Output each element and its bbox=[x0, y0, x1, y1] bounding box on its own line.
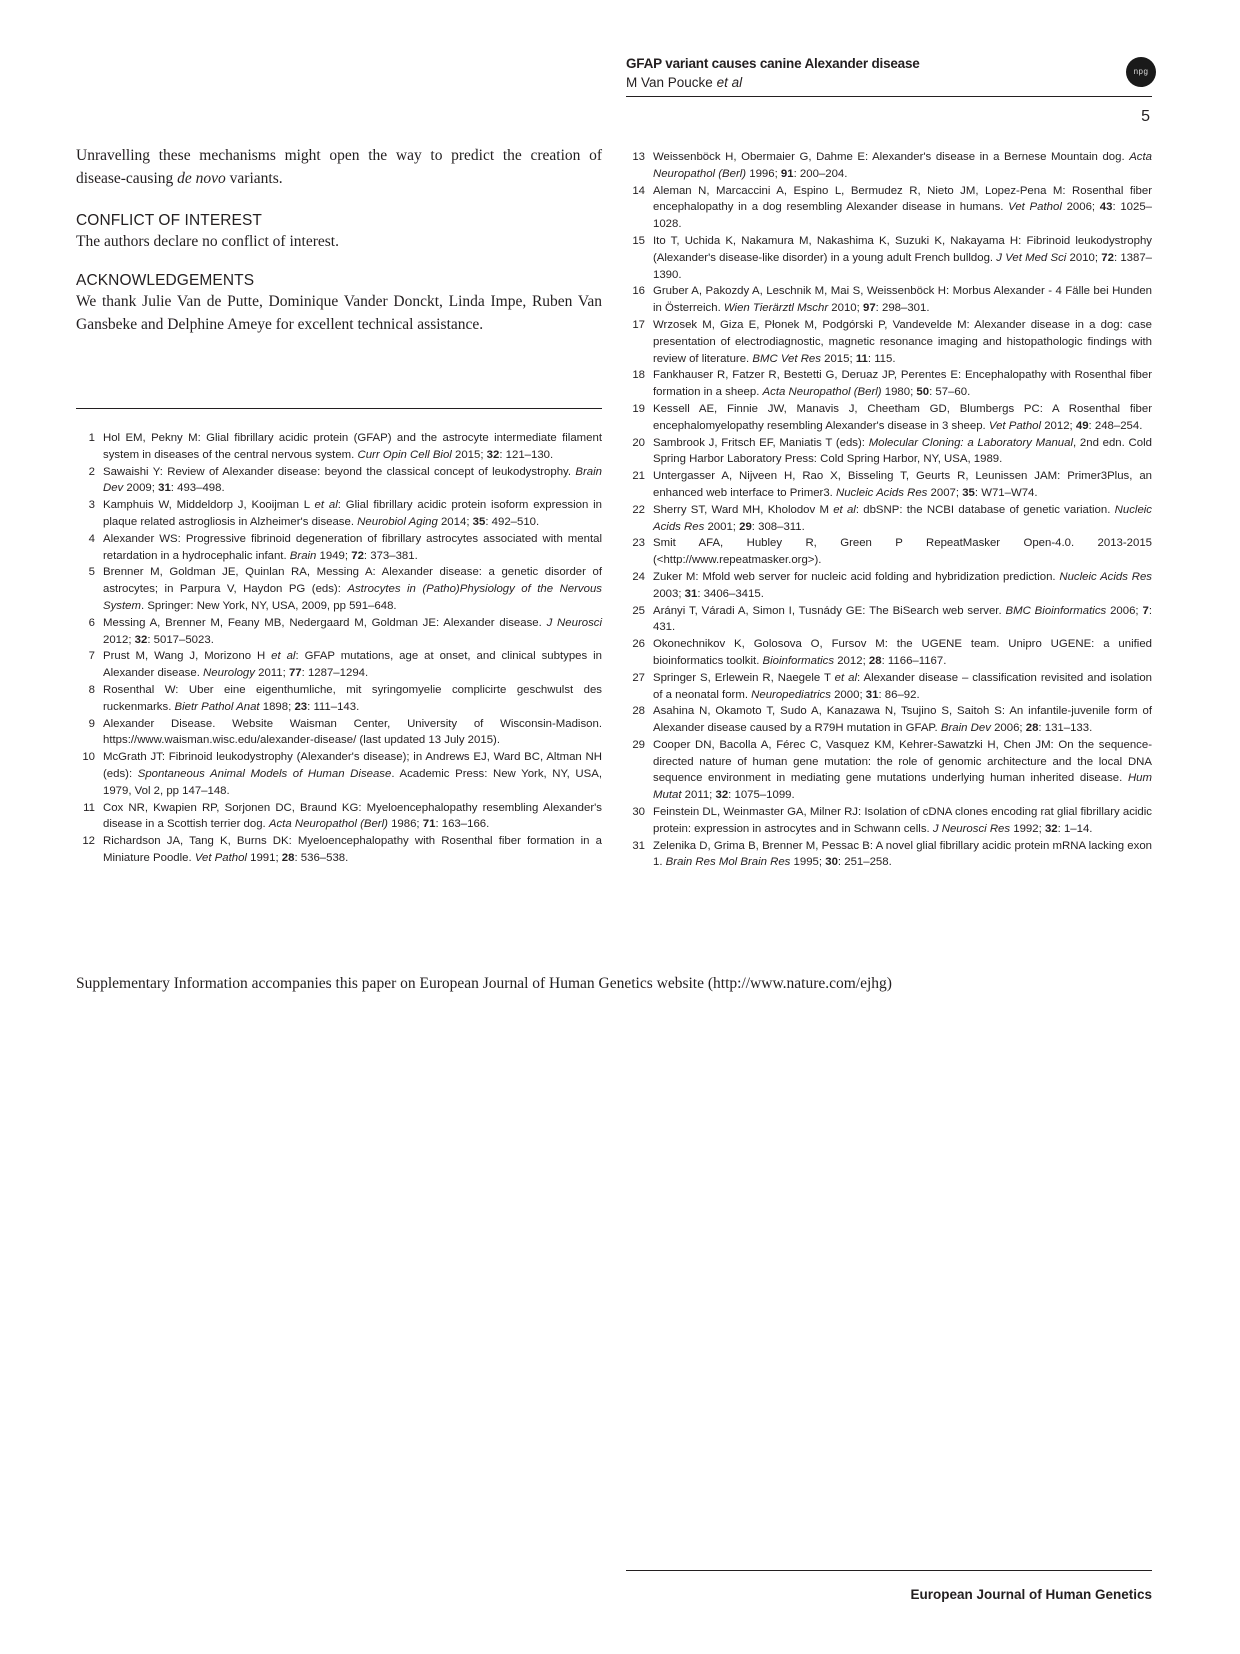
reference-item bbox=[76, 564, 602, 614]
reference-number: 22 bbox=[632, 503, 645, 516]
reference-number: 5 bbox=[88, 566, 95, 579]
reference-text: Sawaishi Y: Review of Alexander disease: beyond the classical concept of leukodystrophy. Brain Dev 2009; 31: 493–498. bbox=[103, 465, 602, 495]
reference-text: Kamphuis W, Middeldorp J, Kooijman L et al: Glial fibrillary acidic protein isoform expression in plaque related astrogliosis in Alzheimer's disease. Neurobiol Aging 2014; 35: 492–510. bbox=[103, 499, 602, 528]
reference-number: 25 bbox=[632, 604, 645, 617]
reference-text: Alexander WS: Progressive fibrinoid degeneration of fibrillary astrocytes associated with mental retardation in a hydrocephalic infant. Brain 1949; 72: 373–381. bbox=[103, 532, 602, 562]
reference-item bbox=[76, 497, 602, 531]
footer-divider bbox=[626, 1570, 1152, 1571]
reference-number: 27 bbox=[632, 671, 645, 684]
reference-item bbox=[626, 703, 1152, 737]
reference-item bbox=[626, 183, 1152, 233]
reference-text: Wrzosek M, Giza E, Płonek M, Podgórski P, Vandevelde M: Alexander disease in a dog: case presentation of electrodiagnostic, magnetic resonance imaging and histopathologic findings with review of literature. BMC Vet Res 2015; 11: 115. bbox=[653, 318, 1152, 365]
reference-text: Richardson JA, Tang K, Burns DK: Myeloencephalopathy with Rosenthal fiber formation in a Miniature Poodle. Vet Pathol 1991; 28: 536–538. bbox=[103, 835, 602, 864]
supplementary-info: Supplementary Information accompanies this paper on European Journal of Human Genetics website (http://www.nature.com/ejhg) bbox=[76, 975, 892, 992]
reference-item bbox=[626, 468, 1152, 502]
reference-text: Aleman N, Marcaccini A, Espino L, Bermudez R, Nieto JM, Lopez-Pena M: Rosenthal fiber encephalopathy in a dog resembling Alexander disease in humans. Vet Pathol 2006; 43: 1025–1028. bbox=[653, 184, 1152, 231]
reference-number: 9 bbox=[88, 717, 95, 730]
acknowledgements-heading: ACKNOWLEDGEMENTS bbox=[76, 272, 255, 289]
reference-number: 2 bbox=[88, 465, 95, 478]
reference-item bbox=[626, 838, 1152, 872]
reference-number: 30 bbox=[632, 806, 645, 819]
references-divider bbox=[76, 408, 602, 409]
conflict-text: The authors declare no conflict of interest. bbox=[76, 233, 339, 250]
running-header bbox=[626, 54, 1152, 97]
reference-number: 15 bbox=[632, 234, 645, 247]
reference-text: Zuker M: Mfold web server for nucleic acid folding and hybridization prediction. Nucleic Acids Res 2003; 31: 3406–3415. bbox=[653, 570, 1152, 600]
reference-text: Zelenika D, Grima B, Brenner M, Pessac B: A novel glial fibrillary acidic protein mRNA lacking exon 1. Brain Res Mol Brain Res 1995; 30: 251–258. bbox=[653, 839, 1152, 869]
reference-number: 17 bbox=[632, 318, 645, 331]
page-number: 5 bbox=[1141, 108, 1150, 125]
reference-number: 28 bbox=[632, 705, 645, 718]
reference-text: Rosenthal W: Uber eine eigenthumliche, mit syringomyelie complicirte geschwulst des ruckenmarks. Bietr Pathol Anat 1898; 23: 111–143. bbox=[103, 683, 602, 713]
reference-item bbox=[626, 149, 1152, 183]
reference-text: Gruber A, Pakozdy A, Leschnik M, Mai S, Weissenböck H: Morbus Alexander - 4 Fälle bei Hunden in Österreich. Wien Tierärztl Mschr 2010; 97: 298–301. bbox=[653, 285, 1152, 315]
reference-item bbox=[626, 502, 1152, 536]
reference-number: 20 bbox=[632, 436, 645, 449]
reference-text: Sambrook J, Fritsch EF, Maniatis T (eds): Molecular Cloning: a Laboratory Manual, 2nd edn. Cold Spring Harbor Laboratory Press: Cold Spring Harbor, NY, USA, 1989. bbox=[653, 436, 1152, 466]
reference-item bbox=[626, 737, 1152, 804]
reference-text: Messing A, Brenner M, Feany MB, Nedergaard M, Goldman JE: Alexander disease. J Neurosci 2012; 32: 5017–5023. bbox=[103, 616, 602, 646]
reference-item bbox=[626, 435, 1152, 469]
reference-item bbox=[626, 569, 1152, 603]
reference-number: 8 bbox=[88, 683, 95, 696]
reference-item bbox=[626, 367, 1152, 401]
reference-item bbox=[626, 317, 1152, 367]
reference-item bbox=[76, 682, 602, 716]
reference-text: Feinstein DL, Weinmaster GA, Milner RJ: Isolation of cDNA clones encoding rat glial fibrillary acidic protein: expression in astrocytes and in Schwann cells. J Neurosci Res 1992; 32: 1–14. bbox=[653, 806, 1152, 835]
reference-number: 29 bbox=[632, 738, 645, 751]
reference-text: Ito T, Uchida K, Nakamura M, Nakashima K, Suzuki K, Nakayama H: Fibrinoid leukodystrophy (Alexander's disease-like disorder) in a young adult French bulldog. J Vet Med Sci 2010; 72: 1387–1390. bbox=[653, 234, 1152, 281]
reference-number: 24 bbox=[632, 570, 645, 583]
reference-item bbox=[76, 430, 602, 464]
reference-item bbox=[626, 233, 1152, 283]
reference-text: Hol EM, Pekny M: Glial fibrillary acidic protein (GFAP) and the astrocyte intermediate filament system in diseases of the central nervous system. Curr Opin Cell Biol 2015; 32: 121–130. bbox=[103, 432, 602, 461]
reference-item bbox=[76, 716, 602, 750]
reference-item bbox=[626, 804, 1152, 838]
reference-text: Okonechnikov K, Golosova O, Fursov M: the UGENE team. Unipro UGENE: a unified bioinformatics toolkit. Bioinformatics 2012; 28: 1166–1167. bbox=[653, 638, 1152, 667]
acknowledgements-text: We thank Julie Van de Putte, Dominique Vander Donckt, Linda Impe, Ruben Van Gansbeke and Delphine Ameye for excellent technical assistance. bbox=[76, 293, 602, 333]
references-left-column bbox=[76, 430, 602, 867]
reference-number: 11 bbox=[83, 801, 95, 814]
reference-text: Kessell AE, Finnie JW, Manavis J, Cheetham GD, Blumbergs PC: A Rosenthal fiber encephalomyelopathy resembling Alexander's disease in 3 sheep. Vet Pathol 2012; 49: 248–254. bbox=[653, 402, 1152, 432]
reference-item bbox=[626, 636, 1152, 670]
reference-number: 1 bbox=[88, 432, 95, 444]
reference-item bbox=[76, 615, 602, 649]
reference-item bbox=[626, 670, 1152, 704]
running-authors-etal: et al bbox=[716, 75, 743, 90]
running-authors bbox=[626, 75, 742, 90]
reference-text: Springer S, Erlewein R, Naegele T et al: Alexander disease – classification revisited and isolation of a neonatal form. Neuropediatrics 2000; 31: 86–92. bbox=[653, 671, 1152, 701]
reference-text: Smit AFA, Hubley R, Green P RepeatMasker Open-4.0. 2013-2015 (<http://www.repeatmasker.org>). bbox=[653, 537, 1152, 567]
reference-number: 23 bbox=[632, 537, 645, 550]
reference-item bbox=[76, 749, 602, 799]
reference-number: 16 bbox=[632, 285, 645, 298]
reference-number: 14 bbox=[632, 184, 645, 197]
npg-logo-icon: npg bbox=[1126, 57, 1156, 87]
reference-text: Asahina N, Okamoto T, Sudo A, Kanazawa N, Tsujino S, Saitoh S: An infantile-juvenile form of Alexander disease caused by a R79H mutation in GFAP. Brain Dev 2006; 28: 131–133. bbox=[653, 705, 1152, 735]
reference-number: 3 bbox=[88, 499, 95, 512]
reference-text: McGrath JT: Fibrinoid leukodystrophy (Alexander's disease); in Andrews EJ, Ward BC, Altman NH (eds): Spontaneous Animal Models of Human Disease. Academic Press: New York, NY, USA, 1979, Vol 2, pp 147–148. bbox=[103, 751, 602, 797]
reference-number: 18 bbox=[632, 369, 645, 382]
reference-item bbox=[76, 833, 602, 867]
intro-paragraph: Unravelling these mechanisms might open the way to predict the creation of disease-causing de novo variants. bbox=[76, 147, 602, 187]
reference-number: 7 bbox=[88, 650, 95, 663]
reference-number: 13 bbox=[632, 151, 645, 163]
reference-text: Fankhauser R, Fatzer R, Bestetti G, Deruaz JP, Perentes E: Encephalopathy with Rosenthal fiber formation in a sheep. Acta Neuropathol (Berl) 1980; 50: 57–60. bbox=[653, 369, 1152, 399]
reference-text: Brenner M, Goldman JE, Quinlan RA, Messing A: Alexander disease: a genetic disorder of astrocytes; in Parpura V, Haydon PG (eds): Astrocytes in (Patho)Physiology of the Nervous System. Springer: New York, NY, USA, 2009, pp 591–648. bbox=[103, 566, 602, 612]
reference-number: 26 bbox=[632, 638, 645, 651]
conflict-heading: CONFLICT OF INTEREST bbox=[76, 212, 263, 229]
reference-item bbox=[626, 535, 1152, 569]
running-authors-names: M Van Poucke bbox=[626, 75, 713, 90]
reference-text: Cooper DN, Bacolla A, Férec C, Vasquez KM, Kehrer-Sawatzki H, Chen JM: On the sequence-directed nature of human gene mutation: the role of genomic architecture and the local DNA sequence environment in mediating gene mutations underlying human inherited disease. Hum Mutat 2011; 32: 1075–1099. bbox=[653, 738, 1152, 802]
reference-number: 31 bbox=[632, 839, 645, 852]
reference-text: Alexander Disease. Website Waisman Center, University of Wisconsin-Madison. https://www.waisman.wisc.edu/alexander-disease/ (last updated 13 July 2015). bbox=[103, 717, 602, 747]
reference-number: 6 bbox=[88, 616, 95, 629]
reference-number: 4 bbox=[88, 532, 95, 545]
reference-text: Sherry ST, Ward MH, Kholodov M et al: dbSNP: the NCBI database of genetic variation. Nucleic Acids Res 2001; 29: 308–311. bbox=[653, 503, 1153, 533]
references-right-column bbox=[626, 149, 1152, 871]
reference-number: 19 bbox=[632, 402, 645, 415]
reference-item bbox=[626, 603, 1152, 637]
reference-text: Prust M, Wang J, Morizono H et al: GFAP mutations, age at onset, and clinical subtypes in Alexander disease. Neurology 2011; 77: 1287–1294. bbox=[103, 650, 602, 680]
reference-number: 12 bbox=[82, 835, 95, 848]
reference-text: Arányi T, Váradi A, Simon I, Tusnády GE: The BiSearch web server. BMC Bioinformatics 2006; 7: 431. bbox=[653, 604, 1152, 634]
reference-number: 21 bbox=[632, 470, 645, 483]
reference-text: Cox NR, Kwapien RP, Sorjonen DC, Braund KG: Myeloencephalopathy resembling Alexander's disease in a Scottish terrier dog. Acta Neuropathol (Berl) 1986; 71: 163–166. bbox=[103, 801, 602, 831]
reference-item bbox=[626, 401, 1152, 435]
left-column bbox=[76, 144, 602, 336]
reference-text: Untergasser A, Nijveen H, Rao X, Bisseling T, Geurts R, Leunissen JAM: Primer3Plus, an enhanced web interface to Primer3. Nucleic Acids Res 2007; 35: W71–W74. bbox=[653, 470, 1152, 499]
reference-item bbox=[76, 531, 602, 565]
reference-item bbox=[76, 800, 602, 834]
journal-name: European Journal of Human Genetics bbox=[910, 1587, 1152, 1602]
reference-item bbox=[626, 283, 1152, 317]
reference-item bbox=[76, 648, 602, 682]
running-title: GFAP variant causes canine Alexander disease bbox=[626, 56, 920, 71]
reference-number: 10 bbox=[82, 751, 95, 764]
reference-item bbox=[76, 464, 602, 498]
reference-text: Weissenböck H, Obermaier G, Dahme E: Alexander's disease in a Bernese Mountain dog. Acta Neuropathol (Berl) 1996; 91: 200–204. bbox=[653, 151, 1152, 180]
